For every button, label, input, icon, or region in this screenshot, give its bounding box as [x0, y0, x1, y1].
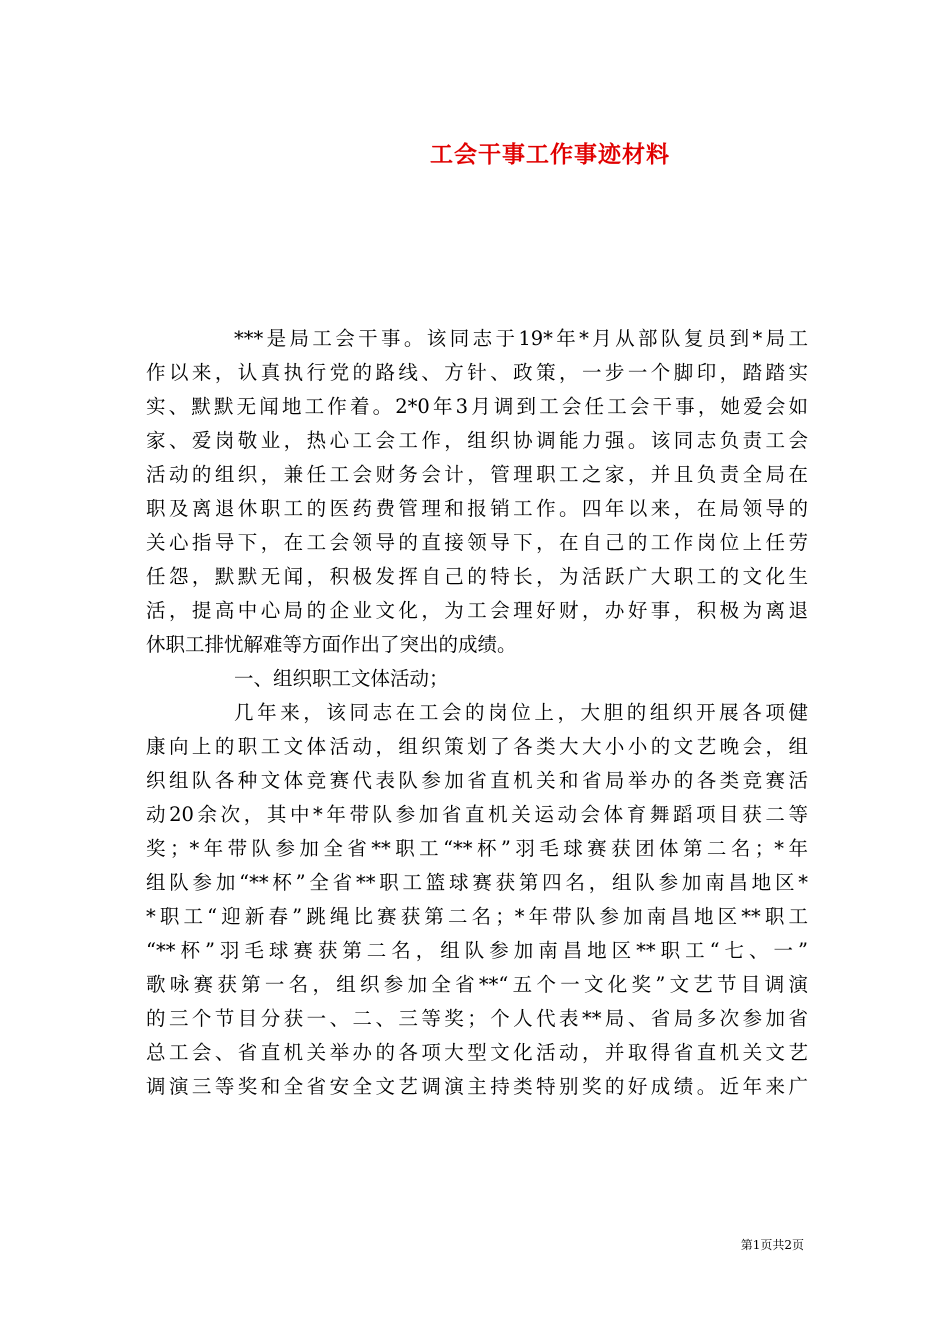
text-line: 作以来，认真执行党的路线、方针、政策，一步一个脚印，踏踏实: [146, 361, 808, 384]
text-line: “**杯”羽毛球赛获第二名，组队参加南昌地区**职工“七、一”: [146, 939, 808, 962]
text-line: 奖；*年带队参加全省**职工“**杯”羽毛球赛获团体第二名；*年: [146, 837, 808, 860]
text-line: 任怨，默默无闻，积极发挥自己的特长，为活跃广大职工的文化生: [146, 565, 808, 588]
text-line: 总工会、省直机关举办的各项大型文化活动，并取得省直机关文艺: [146, 1041, 808, 1064]
text-line: *职工“迎新春”跳绳比赛获第二名；*年带队参加南昌地区**职工: [146, 905, 808, 928]
text-line: 动20余次，其中*年带队参加省直机关运动会体育舞蹈项目获二等: [146, 803, 808, 826]
text-line: 几年来，该同志在工会的岗位上，大胆的组织开展各项健: [234, 701, 808, 724]
text-line: 调演三等奖和全省安全文艺调演主持类特别奖的好成绩。近年来广: [146, 1075, 808, 1098]
document-body: [146, 322, 808, 1104]
text-line: 职及离退休职工的医药费管理和报销工作。四年以来，在局领导的: [146, 497, 808, 520]
text-line: 家、爱岗敬业，热心工会工作，组织协调能力强。该同志负责工会: [146, 429, 808, 452]
text-line: 康向上的职工文体活动，组织策划了各类大大小小的文艺晚会，组: [146, 735, 808, 758]
text-line: 关心指导下，在工会领导的直接领导下，在自己的工作岗位上任劳: [146, 531, 808, 554]
text-line: 的三个节目分获一、二、三等奖；个人代表**局、省局多次参加省: [146, 1007, 808, 1030]
text-line: 组队参加“**杯”全省**职工篮球赛获第四名，组队参加南昌地区*: [146, 871, 808, 894]
text-line: ***是局工会干事。该同志于19*年*月从部队复员到*局工: [234, 327, 808, 350]
section-heading: 一、组织职工文体活动；: [234, 667, 449, 690]
text-line: 歌咏赛获第一名，组织参加全省**“五个一文化奖”文艺节目调演: [146, 973, 808, 996]
page-title: 工会干事工作事迹材料: [430, 142, 670, 168]
text-line: 休职工排忧解难等方面作出了突出的成绩。: [146, 633, 517, 656]
text-line: 织组队各种文体竞赛代表队参加省直机关和省局举办的各类竞赛活: [146, 769, 808, 792]
text-line: 活，提高中心局的企业文化，为工会理好财，办好事，积极为离退: [146, 599, 808, 622]
text-line: 实、默默无闻地工作着。2*0年3月调到工会任工会干事，她爱会如: [146, 395, 808, 418]
text-line: 活动的组织，兼任工会财务会计，管理职工之家，并且负责全局在: [146, 463, 808, 486]
page-number: 第1页共2页: [740, 1238, 804, 1252]
